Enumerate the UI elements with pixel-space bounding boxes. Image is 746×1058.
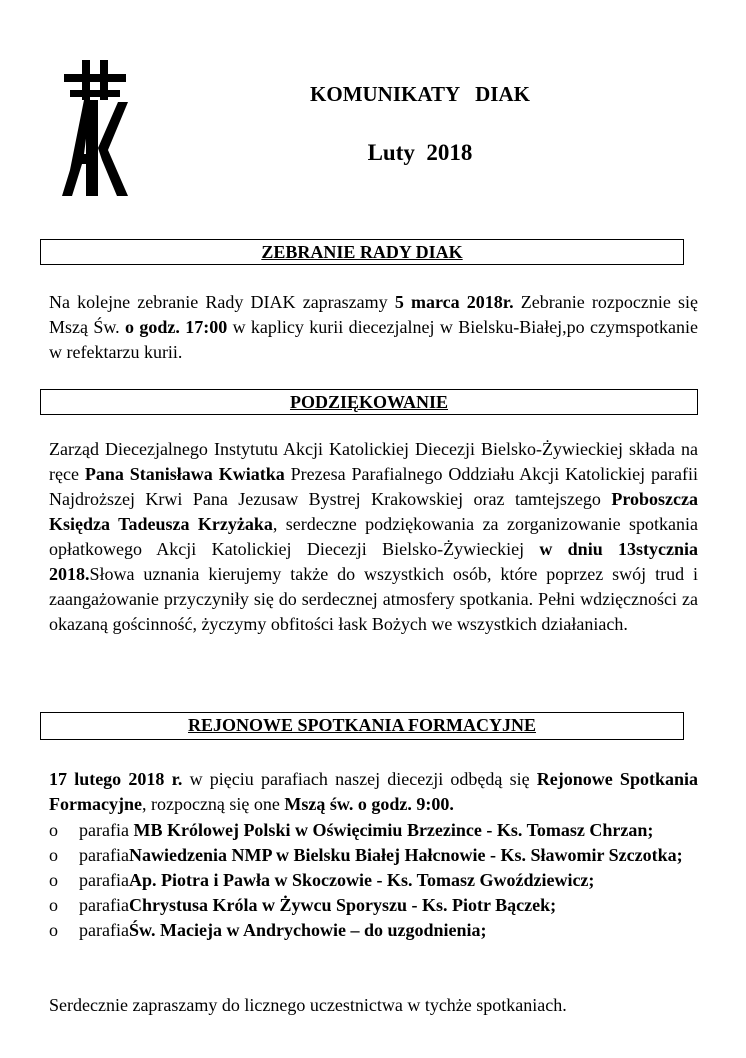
section-heading-podziekowanie: PODZIĘKOWANIE <box>40 389 698 415</box>
bullet-icon: o <box>49 920 58 940</box>
section-heading-zebranie: ZEBRANIE RADY DIAK <box>40 239 684 265</box>
section-zebranie-text: Na kolejne zebranie Rady DIAK zapraszamy 5 marca 2018r. Zebranie rozpocznie się Mszą Św. o godz. 17:00 w kaplicy kurii diecezjalnej w Bielsku-Białej,po czymspotkanie w refektarzu kurii. <box>49 292 699 362</box>
page-title: KOMUNIKATY DIAK <box>310 82 530 106</box>
closing-text: Serdecznie zapraszamy do licznego uczestnictwa w tychże spotkaniach. <box>49 995 567 1015</box>
parish-list <box>49 818 698 943</box>
list-item: o parafiaNawiedzenia NMP w Bielsku Białej Hałcnowie - Ks. Sławomir Szczotka; <box>49 843 698 868</box>
section-podziekowanie-text: Zarząd Diecezjalnego Instytutu Akcji Katolickiej Diecezji Bielsko-Żywieckiej składa na ręce Pana Stanisława Kwiatka Prezesa Parafialnego Oddziału Akcji Katolickiej parafii Najdroższej Krwi Pana Jezusaw Bystrej Krakowskiej oraz tamtejszego Proboszcza Księdza Tadeusza Krzyżaka, serdeczne podziękowania za zorganizowanie spotkania opłatkowego Akcji Katolickiej Diecezji Bielsko-Żywieckiej w dniu 13stycznia 2018.Słowa uznania kierujemy także do wszystkich osób, które poprzez swój trud i zaangażowanie przyczyniły się do serdecznej atmosfery spotkania. Pełni wdzięczności za okazaną gościnność, życzymy obfitości łask Bożych we wszystkich działaniach. <box>49 439 699 634</box>
akcja-katolicka-logo <box>62 60 128 196</box>
bullet-icon: o <box>49 845 58 865</box>
list-item: o parafia MB Królowej Polski w Oświęcimiu Brzezince - Ks. Tomasz Chrzan; <box>49 818 698 843</box>
page-subtitle: Luty 2018 <box>367 140 473 165</box>
list-item: o parafiaŚw. Macieja w Andrychowie – do uzgodnienia; <box>49 918 698 943</box>
bullet-icon: o <box>49 870 58 890</box>
list-item: o parafiaAp. Piotra i Pawła w Skoczowie - Ks. Tomasz Gwoździewicz; <box>49 868 698 893</box>
section-heading-rejonowe: REJONOWE SPOTKANIA FORMACYJNE <box>40 712 684 740</box>
bullet-icon: o <box>49 820 58 840</box>
section-rejonowe-intro: 17 lutego 2018 r. w pięciu parafiach naszej diecezji odbędą się Rejonowe Spotkania Formacyjne, rozpoczną się one Mszą św. o godz. 9:00. <box>49 769 698 814</box>
bullet-icon: o <box>49 895 58 915</box>
list-item: o parafiaChrystusa Króla w Żywcu Sporyszu - Ks. Piotr Bączek; <box>49 893 698 918</box>
